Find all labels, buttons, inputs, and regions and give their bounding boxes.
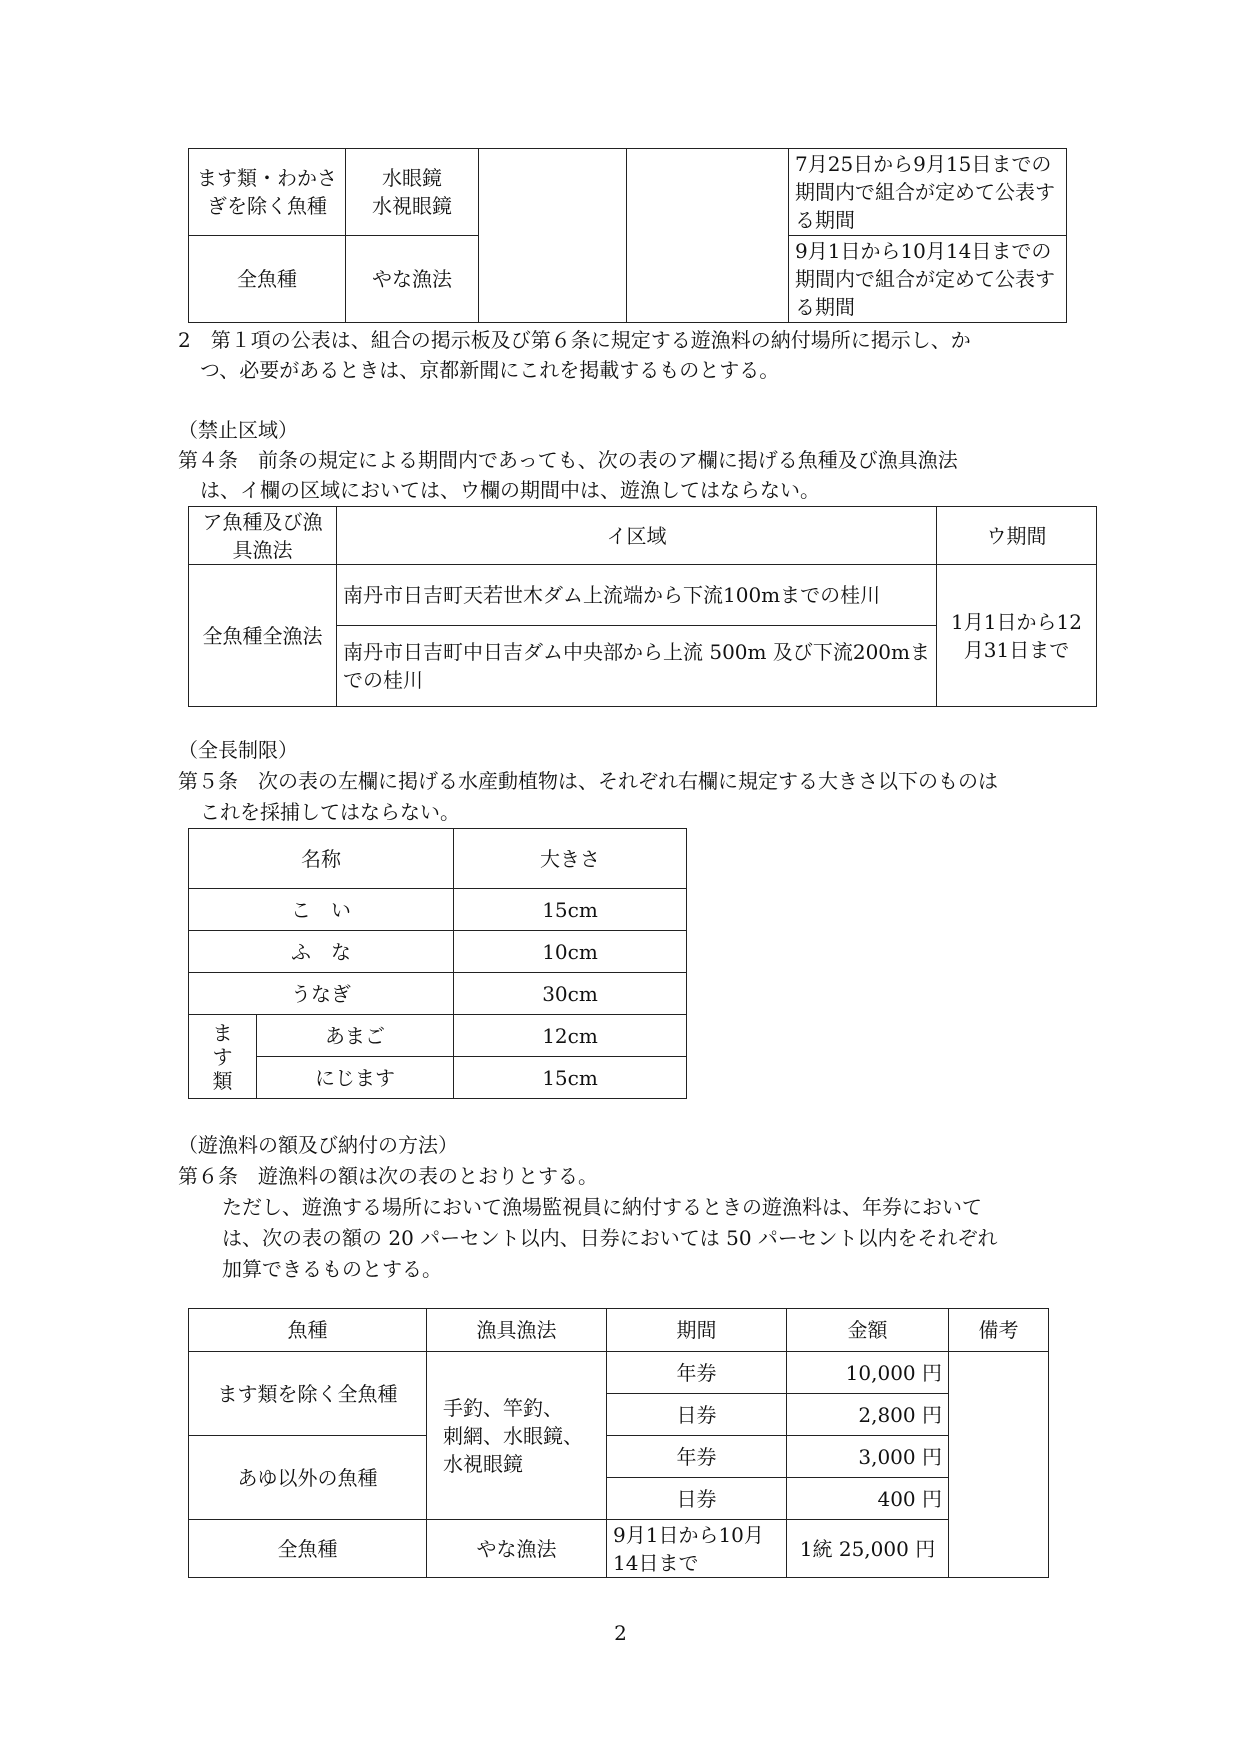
fish-cell: ます類・わかさぎを除く魚種	[189, 149, 346, 236]
amount-cell: 3,000 円	[787, 1436, 949, 1478]
article-text: 第６条 遊漁料の額は次の表のとおりとする。	[178, 1164, 598, 1188]
gear-cell: やな漁法	[346, 236, 479, 323]
header-cell: ア魚種及び漁具漁法	[189, 507, 337, 565]
paragraph-line: つ、必要があるときは、京都新聞にこれを掲載するものとする。	[200, 358, 780, 382]
gear-cell: やな漁法	[427, 1520, 607, 1578]
header-cell: ウ期間	[937, 507, 1097, 565]
size-cell: 12cm	[454, 1015, 687, 1057]
header-cell: 魚種	[189, 1309, 427, 1352]
period-cell: 日券	[607, 1394, 787, 1436]
period-cell: 9月1日から10月14日までの期間内で組合が定めて公表する期間	[789, 236, 1067, 323]
amount-cell: 1統 25,000 円	[787, 1520, 949, 1578]
size-cell: 15cm	[454, 889, 687, 931]
article-text: 第４条 前条の規定による期間内であっても、次の表のア欄に掲げる魚種及び漁具漁法	[178, 448, 958, 472]
fish-cell: ます類を除く全魚種	[189, 1352, 427, 1436]
fish-cell: 全魚種全漁法	[189, 565, 337, 707]
name-cell: うなぎ	[189, 973, 454, 1015]
gear-cell: 手釣、竿釣、 刺網、水眼鏡、 水視眼鏡	[427, 1352, 607, 1520]
header-cell: 備考	[949, 1309, 1049, 1352]
paragraph-line: 2 第１項の公表は、組合の掲示板及び第６条に規定する遊漁料の納付場所に掲示し、か	[178, 328, 971, 352]
period-cell: 年券	[607, 1436, 787, 1478]
size-limit-table	[188, 828, 687, 1099]
article-text: は、次の表の額の 20 パーセント以内、日券においては 50 パーセント以内をそれぞれ	[222, 1226, 998, 1250]
prohibited-area-table	[188, 506, 1097, 707]
area-cell: 南丹市日吉町中日吉ダム中央部から上流 500m 及び下流200mまでの桂川	[337, 626, 937, 707]
fish-cell: 全魚種	[189, 1520, 427, 1578]
article-text: は、イ欄の区域においては、ウ欄の期間中は、遊漁してはならない。	[200, 478, 820, 502]
page-number: 2	[614, 1621, 627, 1645]
section-heading: （遊漁料の額及び納付の方法）	[178, 1133, 458, 1157]
area-cell: 南丹市日吉町天若世木ダム上流端から下流100mまでの桂川	[337, 565, 937, 626]
size-cell: 30cm	[454, 973, 687, 1015]
period-cell: 9月1日から10月14日まで	[607, 1520, 787, 1578]
header-cell: 金額	[787, 1309, 949, 1352]
group-label-char: す	[212, 1044, 233, 1069]
group-label-cell	[189, 1015, 257, 1099]
group-label-char: 類	[212, 1068, 233, 1093]
group-label-char: ま	[212, 1020, 233, 1045]
header-cell: 名称	[189, 829, 454, 889]
period-cell: 7月25日から9月15日までの期間内で組合が定めて公表する期間	[789, 149, 1067, 236]
header-cell: 大きさ	[454, 829, 687, 889]
article-text: 第５条 次の表の左欄に掲げる水産動植物は、それぞれ右欄に規定する大きさ以下のものは	[178, 769, 998, 793]
article-text: 加算できるものとする。	[222, 1257, 442, 1281]
fishing-fee-table	[188, 1308, 1049, 1578]
size-cell: 10cm	[454, 931, 687, 973]
fishing-period-table	[188, 148, 1067, 323]
header-cell: 期間	[607, 1309, 787, 1352]
header-cell: イ区域	[337, 507, 937, 565]
fish-cell: あゆ以外の魚種	[189, 1436, 427, 1520]
amount-cell: 400 円	[787, 1478, 949, 1520]
name-cell: こ い	[189, 889, 454, 931]
amount-cell: 2,800 円	[787, 1394, 949, 1436]
section-heading: （全長制限）	[178, 738, 298, 762]
period-cell: 1月1日から12月31日まで	[937, 565, 1097, 707]
name-cell: ふ な	[189, 931, 454, 973]
remarks-cell	[949, 1352, 1049, 1578]
empty-cell	[479, 149, 627, 323]
period-cell: 日券	[607, 1478, 787, 1520]
name-cell: あまご	[257, 1015, 454, 1057]
article-text: これを採捕してはならない。	[200, 800, 460, 824]
section-heading: （禁止区域）	[178, 418, 298, 442]
empty-cell	[627, 149, 789, 323]
name-cell: にじます	[257, 1057, 454, 1099]
article-text: ただし、遊漁する場所において漁場監視員に納付するときの遊漁料は、年券において	[222, 1195, 982, 1219]
period-cell: 年券	[607, 1352, 787, 1394]
amount-cell: 10,000 円	[787, 1352, 949, 1394]
size-cell: 15cm	[454, 1057, 687, 1099]
header-cell: 漁具漁法	[427, 1309, 607, 1352]
gear-cell: 水眼鏡 水視眼鏡	[346, 149, 479, 236]
fish-cell: 全魚種	[189, 236, 346, 323]
